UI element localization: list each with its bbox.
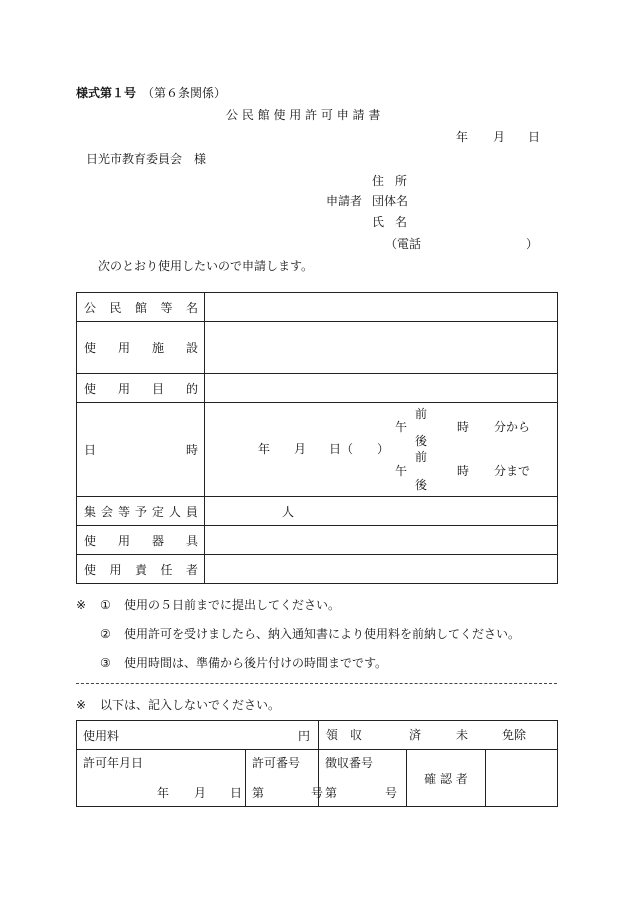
application-table xyxy=(76,292,558,584)
note-1-text: 使用の５日前までに提出してください。 xyxy=(124,598,341,612)
date-day: 日 xyxy=(528,130,541,144)
receipt-cell xyxy=(319,721,558,750)
notes-mark: ※ xyxy=(76,598,87,612)
dt-year: 年 xyxy=(258,442,271,456)
collect-number-cell[interactable] xyxy=(311,750,407,807)
label-people: 集 会 等 予 定 人 員 xyxy=(84,504,198,519)
permit-number-cell[interactable] xyxy=(246,750,319,807)
permit-number-go: 号 xyxy=(311,786,324,800)
telephone-label: （電話 xyxy=(385,237,422,251)
dt-start-hour: 時 xyxy=(457,420,470,434)
receipt-exempt[interactable]: 免除 xyxy=(502,728,527,742)
addressee: 日光市教育委員会 様 xyxy=(86,152,207,166)
receipt-unpaid[interactable]: 未 xyxy=(456,728,469,742)
dashed-divider xyxy=(76,683,557,684)
receipt-label: 領 収 xyxy=(326,728,363,742)
dt-end-pm: 後 xyxy=(415,478,428,492)
dt-start-am: 前 xyxy=(415,407,428,421)
permit-year: 年 xyxy=(157,786,170,800)
input-facility[interactable] xyxy=(205,322,558,374)
fee-label: 使用料 xyxy=(83,728,120,743)
row-permit xyxy=(77,750,558,807)
row-equipment xyxy=(77,526,558,555)
collect-number-dai: 第 xyxy=(325,786,338,800)
permit-date-label: 許可年月日 xyxy=(83,756,144,770)
note-3-text: 使用時間は、準備から後片付けの時間までです。 xyxy=(124,656,388,670)
label-datetime: 日 時 xyxy=(84,443,198,457)
form-number: 様式第１号 xyxy=(76,86,137,100)
applicant-label: 申請者 xyxy=(326,194,363,208)
input-people[interactable] xyxy=(205,497,558,526)
row-manager xyxy=(77,555,558,584)
note-2-text: 使用許可を受けましたら、納入通知書により使用料を前納してください。 xyxy=(124,627,521,641)
form-relation: （第６条関係） xyxy=(142,86,227,100)
permit-day: 日 xyxy=(230,786,243,800)
input-purpose[interactable] xyxy=(205,374,558,403)
people-unit: 人 xyxy=(282,504,295,519)
office-note-text: 以下は、記入しないでください。 xyxy=(100,698,281,712)
office-note-mark: ※ xyxy=(76,698,87,712)
fee-cell[interactable] xyxy=(77,721,319,750)
row-facility xyxy=(77,322,558,374)
row-fee xyxy=(77,721,558,750)
row-datetime xyxy=(77,403,558,497)
name-label-1: 氏 xyxy=(372,215,385,229)
dt-day-weekday: 日（ ） xyxy=(329,442,390,456)
row-hall-name xyxy=(77,293,558,322)
dt-start-from: 分から xyxy=(494,420,531,434)
permit-date-cell[interactable] xyxy=(77,750,246,807)
note-3-num: ③ xyxy=(100,656,111,670)
confirmer-label-cell xyxy=(407,750,486,807)
note-1-num: ① xyxy=(100,598,111,612)
date-year: 年 xyxy=(456,130,469,144)
label-manager: 使 用 責 任 者 xyxy=(84,562,198,577)
input-manager[interactable] xyxy=(205,555,558,584)
dt-start-noon: 午 xyxy=(395,420,408,434)
permit-number-label: 許可番号 xyxy=(252,756,301,770)
intro-text: 次のとおり使用したいので申請します。 xyxy=(98,259,314,273)
organization-label: 団体名 xyxy=(372,194,409,208)
address-label-2: 所 xyxy=(395,174,408,188)
dt-month: 月 xyxy=(294,442,307,456)
input-datetime[interactable] xyxy=(205,403,558,497)
dt-end-am: 前 xyxy=(415,450,428,464)
date-month: 月 xyxy=(493,130,506,144)
document-title: 公 民 館 使 用 許 可 申 請 書 xyxy=(226,108,381,122)
collect-number-label: 徴収番号 xyxy=(325,756,374,770)
dt-start-pm: 後 xyxy=(415,434,428,448)
dt-end-hour: 時 xyxy=(457,464,470,478)
input-hall-name[interactable] xyxy=(205,293,558,322)
address-label-1: 住 xyxy=(372,174,385,188)
note-2-num: ② xyxy=(100,627,111,641)
dt-end-until: 分まで xyxy=(494,464,531,478)
label-facility: 使 用 施 設 xyxy=(84,341,198,355)
dt-end-noon: 午 xyxy=(395,464,408,478)
office-table xyxy=(76,720,558,807)
permit-month: 月 xyxy=(194,786,207,800)
receipt-paid[interactable]: 済 xyxy=(409,728,422,742)
confirmer-input[interactable] xyxy=(486,750,558,807)
name-label-2: 名 xyxy=(395,215,408,229)
telephone-close: ） xyxy=(526,237,539,251)
confirmer-label: 確 認 者 xyxy=(424,771,468,786)
label-purpose: 使 用 目 的 xyxy=(84,381,198,396)
row-people xyxy=(77,497,558,526)
label-equipment: 使 用 器 具 xyxy=(84,533,198,548)
label-hall-name: 公 民 館 等 名 xyxy=(84,300,198,315)
row-purpose xyxy=(77,374,558,403)
fee-unit: 円 xyxy=(297,728,310,743)
input-equipment[interactable] xyxy=(205,526,558,555)
collect-number-go: 号 xyxy=(385,786,398,800)
permit-number-dai: 第 xyxy=(252,786,265,800)
